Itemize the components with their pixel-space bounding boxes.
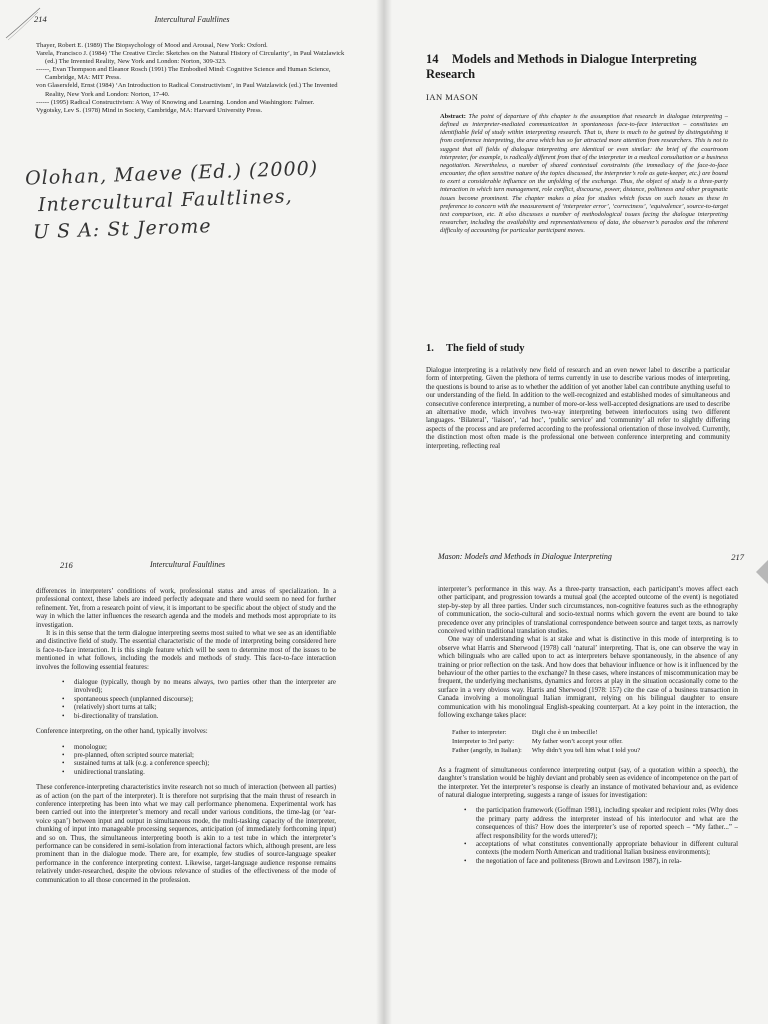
exchange-table xyxy=(452,729,650,757)
gutter-shadow xyxy=(384,0,392,512)
paragraph: differences in interpreters’ conditions of work, professional status and areas of specialization. In a professional context, these labels are indeed perfectly adequate and there would seem no need for further refinement. Yet, from a research point of view, it is important to be specific about the object of study and the way in which the latter influences the research agenda and the models and methods most appropriate to its investigation. xyxy=(36,588,336,629)
paragraph: It is in this sense that the term dialogue interpreting seems most suited to what we see as an identifiable and distinctive field of study. The essential characteristic of the mode of interpreting being considered here is face-to-face interaction. It is this single feature which will be seen to determine most of the issues to be mentioned in what follows, including the models and methods of study. This face-to-face interaction involves the following essential features: xyxy=(36,630,336,671)
page-fold-shadow xyxy=(756,560,768,584)
reference-item: von Glasersfeld, Ernst (1984) ‘An Introduction to Radical Constructivism’, in Paul Watzlawick (ed.) The Invented Reality, New York and London: Norton, 17-40. xyxy=(36,82,338,98)
abstract-text: The point of departure of this chapter is the assumption that research in dialogue interpreting – defined as interpreter-mediated communication in spontaneous face-to-face interaction – constitutes an identifiable field of study within interpreting research. That is, there is much to be gained by distinguishing it from conference interpreting, the area which has so far attracted more attention from researchers. This is not to suggest that all fields of dialogue interpreting are identical or even similar: the brief of the courtroom interpreter, for example, is radically different from that of the interpreter in a medical consultation or a business negotiation. Nevertheless, a number of shared contextual constraints (the immediacy of the face-to-face encounter, the often sensitive nature of the topics discussed, the interpreter’s role as gate-keeper, etc.) are bound to exert a considerable influence on the unfolding of the exchange. Thus, the object of study is a three-party interaction in which turn management, role conflict, discourse, power, distance, politeness and other pragmatic issues become prominent. The chapter makes a plea for studies which focus on such issues as these in preference to concern with the measurement of ‘interpreter error’, ‘correctness’, ‘equivalence’, source-to-target text comparison, etc. It also discusses a number of methodological issues facing the dialogue interpreting researcher, including the availability and representativeness of data, the observer’s paradox and the inherent difficulty of accounting for particular participant moves. xyxy=(440,113,728,235)
list-item: • spontaneous speech (unplanned discourse); xyxy=(62,696,336,704)
handwritten-line: Olohan, Maeve (Ed.) (2000) xyxy=(24,157,319,190)
list-item: • sustained turns at talk (e.g. a conference speech); xyxy=(62,760,336,768)
exchange-utterance: Digli che è un imbecille! xyxy=(531,728,598,736)
chapter-title-text: Models and Methods in Dialogue Interpreting Research xyxy=(426,52,697,81)
page-number: 216 xyxy=(60,560,73,570)
issue-list xyxy=(438,807,738,866)
reference-item: ------, Evan Thompson and Eleanor Rosch (1991) The Embodied Mind: Cognitive Science and Human Science, Cambridge, MA: MIT Press. xyxy=(36,66,331,82)
handwritten-citation-note xyxy=(25,154,348,246)
paragraph: As a fragment of simultaneous conference interpreting output (say, of a quotation within a speech), the daughter’s translation would be highly deviant and probably seen as evidence of incompetence on the part of the interpreter. Yet the interpreter’s response is clearly an instance of motivated behaviour and, as evidence of natural dialogue interpreting, suggests a range of issues for investigation: xyxy=(438,766,738,799)
reference-item: ------ (1995) Radical Constructivism: A Way of Knowing and Learning. London and Washington: Falmer. xyxy=(36,98,315,106)
page-number: 214 xyxy=(34,14,47,24)
list-item: • (relatively) short turns at talk; xyxy=(62,704,336,712)
exchange-speaker: Father to interpreter: xyxy=(452,728,507,736)
running-head: Intercultural Faultlines xyxy=(154,15,230,24)
running-head: Mason: Models and Methods in Dialogue Interpreting xyxy=(438,552,612,561)
exchange-speaker: Father (angrily, in Italian): xyxy=(452,747,522,755)
page-214 xyxy=(0,0,384,512)
list-item: • dialogue (typically, though by no means always, two parties other than the interpreter are involved); xyxy=(62,679,336,696)
list-item: • bi-directionality of translation. xyxy=(62,713,336,721)
running-head: Intercultural Faultlines xyxy=(150,560,226,569)
list-item: • pre-planned, often scripted source material; xyxy=(62,752,336,760)
exchange-utterance: My father won’t accept your offer. xyxy=(531,737,623,745)
gutter-shadow xyxy=(376,512,384,1024)
exchange-row xyxy=(452,747,650,756)
body-text xyxy=(36,588,336,885)
page-216 xyxy=(0,512,384,1024)
reference-list xyxy=(36,42,348,115)
reference-item: Thayer, Robert E. (1989) The Biopsychology of Mood and Arousal, New York: Oxford. xyxy=(36,42,268,49)
section-number: 1. xyxy=(426,343,434,354)
list-item: • acceptations of what constitutes conventionally appropriate behaviour in different cultural contexts (the modern North American and traditional Italian business environments); xyxy=(464,841,738,858)
gutter-shadow xyxy=(376,0,384,512)
body-text xyxy=(426,367,730,451)
page-number: 217 xyxy=(731,552,744,562)
abstract xyxy=(440,113,728,235)
paragraph: Dialogue interpreting is a relatively new field of research and an even newer label to describe a particular form of interpreting. Given the plethora of terms currently in use to describe various modes of interpreting, the questions is bound to arise as to whether the addition of yet another label can contribute anything useful to our understanding of the field. In addition to the well-recognized and established modes of simultaneous and consecutive conference interpreting, a number of more-or-less well-accepted designations are used to describe an alternative mode, which involves two-way interpreting between interlocutors using two different languages. ‘Bilateral’, ‘liaison’, ‘ad hoc’, ‘public service’ and ‘community’ all refer to slightly differing aspects of the process and are preferred according to the professional orientation of those involved. Currently, the distinction most often made is the professional one between conference interpreting and community interpreting, reflecting real xyxy=(426,367,730,450)
paragraph: These conference-interpreting characteristics invite research not so much of interaction (between all parties) as of action (on the part of the interpreter). It is therefore not surprising that the main thrust of research in conference interpreting has been into what we may call performance phenomena. Experimental work has been carried out into the interpreter’s memory and recall under various conditions, the time-lag (or ‘ear-voice span’) between input and output in simultaneous mode, the multi-tasking capacity of the interpreter, chunking of input into manageable processing sequences, anticipation (of immediately forthcoming input) and so on. Thus, the simultaneous interpreting booth is akin to a test tube in which the interpreter’s performance can be considered in semi-isolation from interactional factors which, although present, are less prominent than in the dialogue mode. There are, for example, few studies of source-language speaker performance in the conference interpreting context. Likewise, target-language audience response remains relatively under-researched, despite the obvious relevance of studies of the effectiveness of the mode of communication to all those concerned in the profession. xyxy=(36,784,336,884)
section-heading xyxy=(426,343,524,354)
reference-item: Vygotsky, Lev S. (1978) Mind in Society, Cambridge, MA: Harvard University Press. xyxy=(36,106,263,114)
page-215 xyxy=(384,0,768,512)
exchange-speaker: Interpreter to 3rd party: xyxy=(452,737,515,745)
feature-list xyxy=(36,744,336,778)
abstract-label: Abstract: xyxy=(440,113,466,120)
paragraph: interpreter’s performance in this way. As a three-party transaction, each participant’s moves affect each other participant, and progression towards a mutual goal (the accepted outcome of the event) is negotiated step-by-step by all three parties. Under such circumstances, non-cognitive features such as the ethnography of communication, the socio-cultural and socio-textual norms which govern the event are bound to take precedence over any principles of translational correspondence between source and target texts, as narrowly conceived within traditional translation studies. xyxy=(438,586,738,636)
chapter-number: 14 xyxy=(426,52,439,66)
handwritten-line: Intercultural Faultlines, xyxy=(37,185,293,217)
paragraph: One way of understanding what is at stake and what is distinctive in this mode of interpreting is to observe what Harris and Sherwood (1978) call ‘natural’ interpreting. That is, one can observe the way in which bilinguals who are called upon to act as interpreters behave spontaneously, in the absence of any training or prior reflection on the task. And how does that behaviour influence or how is it influenced by the behaviour of the other parties to the exchange? In these cases, where instances of miscommunication may be frequent, the underlying mechanisms, dynamics and forces at play in the situation occasionally come to the surface in a very obvious way. Harris and Sherwood (1978: 157) cite the case of a business transaction in Canada involving a monolingual Italian immigrant, relying on his bilingual daughter to ensure communication with his monolingual English-speaking counterpart. At a key point in the interaction, the following exchange takes place: xyxy=(438,636,738,720)
exchange-row xyxy=(452,729,650,738)
exchange-utterance: Why didn’t you tell him what I told you? xyxy=(531,747,641,755)
feature-list xyxy=(36,679,336,721)
list-item: • unidirectional translating. xyxy=(62,769,336,777)
reference-item: Varela, Francisco J. (1984) ‘The Creative Circle: Sketches on the Natural History of Circularity’, in Paul Watzlawick (ed.) The Invented Reality, New York and London: Norton, 309-323. xyxy=(36,50,345,66)
section-title: The field of study xyxy=(446,343,525,354)
paragraph: Conference interpreting, on the other hand, typically involves: xyxy=(36,728,208,736)
page-217 xyxy=(384,512,768,1024)
author-name: IAN MASON xyxy=(426,92,479,102)
handwritten-line: U S A: St Jerome xyxy=(32,215,212,244)
list-item: • the negotiation of face and politeness (Brown and Levinson 1987), in rela- xyxy=(464,858,738,866)
body-text xyxy=(438,586,738,873)
gutter-shadow xyxy=(384,512,392,1024)
list-item: • the participation framework (Goffman 1981), including speaker and recipient roles (Why does the primary party address the interpreter instead of his interlocutor and what are the consequences of this? How does the interpreter’s use of reported speech – “My father...” – affect responsibility for the words uttered?); xyxy=(464,807,738,841)
chapter-title xyxy=(426,52,736,82)
exchange-row xyxy=(452,738,650,747)
list-item: • monologue; xyxy=(62,744,336,752)
